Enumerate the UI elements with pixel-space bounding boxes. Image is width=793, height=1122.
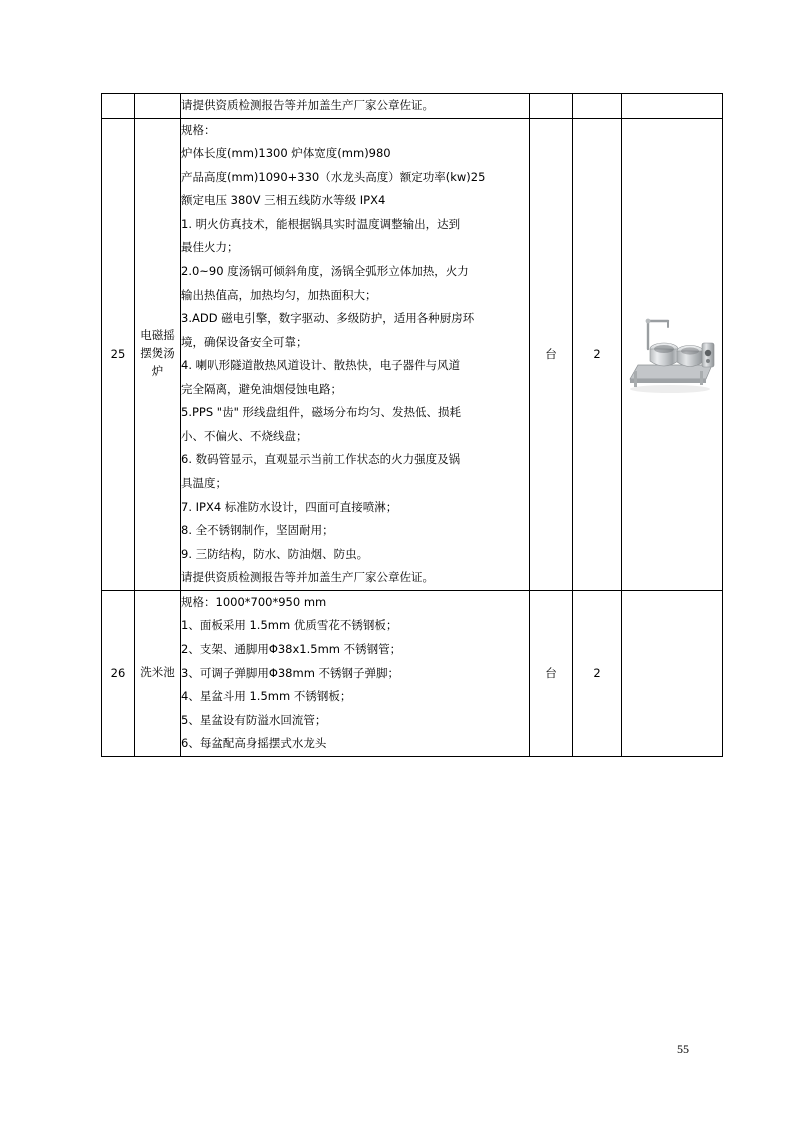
spec-line: 输出热值高，加热均匀，加热面积大； [181,287,377,302]
spec-line: 5.PPS "齿" 形线盘组件，磁场分布均匀、发热低、损耗 [181,405,462,420]
spec-cell [181,118,530,590]
unit-cell [530,94,573,119]
spec-line: 6、每盆配高身摇摆式水龙头 [181,736,327,751]
spec-line: 9. 三防结构，防水、防油烟、防虫。 [181,546,369,561]
spec-line: 4、星盆斗用 1.5mm 不锈钢板； [181,689,352,704]
item-name-cell [135,94,181,119]
quantity-cell [573,94,622,119]
spec-line: 4. 喇叭形隧道散热风道设计、散热快，电子器件与风道 [181,358,461,373]
image-cell [622,94,723,119]
unit-cell: 台 [530,590,573,756]
row-number-cell [102,94,135,119]
image-cell [622,590,723,756]
spec-line: 规格：1000*700*950 mm [181,594,327,609]
item-name-cell: 电磁摇摆煲汤炉 [135,118,181,590]
spec-line: 完全隔离，避免油烟侵蚀电路； [181,381,342,396]
table-row [102,118,723,590]
spec-line: 8. 全不锈钢制作，坚固耐用； [181,523,334,538]
spec-line: 产品高度(mm)1090+330（水龙头高度）额定功率(kw)25 [181,169,486,184]
product-photo-tilting-soup-kettle [622,309,722,399]
tilting-soup-kettle-icon [624,309,720,399]
spec-line: 1. 明火仿真技术，能根据锅具实时温度调整输出，达到 [181,216,461,231]
spec-line: 6. 数码管显示，直观显示当前工作状态的火力强度及锅 [181,452,461,467]
item-name-cell: 洗米池 [135,590,181,756]
spec-line: 境，确保设备安全可靠； [181,334,308,349]
spec-line: 最佳火力； [181,240,239,255]
spec-line: 规格： [181,122,216,137]
spec-cell [181,94,530,119]
row-number-cell: 26 [102,590,135,756]
spec-line: 具温度； [181,476,227,490]
spec-line: 请提供资质检测报告等并加盖生产厂家公章佐证。 [181,570,434,585]
equipment-spec-table [101,93,723,757]
table-row [102,590,723,756]
unit-cell: 台 [530,118,573,590]
table-row [102,94,723,119]
row-number-cell: 25 [102,118,135,590]
spec-line: 2、支架、通脚用Φ38x1.5mm 不锈钢管； [181,641,402,656]
spec-line: 额定电压 380V 三相五线防水等级 IPX4 [181,193,386,208]
page-number: 55 [677,1042,689,1056]
spec-line: 3.ADD 磁电引擎，数字驱动、多级防护，适用各种厨房环 [181,311,475,326]
spec-line: 请提供资质检测报告等并加盖生产厂家公章佐证。 [181,98,434,112]
quantity-cell: 2 [573,118,622,590]
spec-line: 炉体长度(mm)1300 炉体宽度(mm)980 [181,146,391,161]
spec-cell [181,590,530,756]
spec-line: 5、星盆设有防溢水回流管； [181,712,327,727]
spec-line: 小、不偏火、不烧线盘； [181,428,308,443]
quantity-cell: 2 [573,590,622,756]
spec-line: 1、面板采用 1.5mm 优质雪花不锈钢板； [181,618,398,633]
spec-line: 7. IPX4 标准防水设计，四面可直接喷淋； [181,499,398,514]
image-cell [622,118,723,590]
spec-line: 2.0~90 度汤锅可倾斜角度，汤锅全弧形立体加热，火力 [181,263,469,278]
spec-line: 3、可调子弹脚用Φ38mm 不锈钢子弹脚； [181,665,400,680]
